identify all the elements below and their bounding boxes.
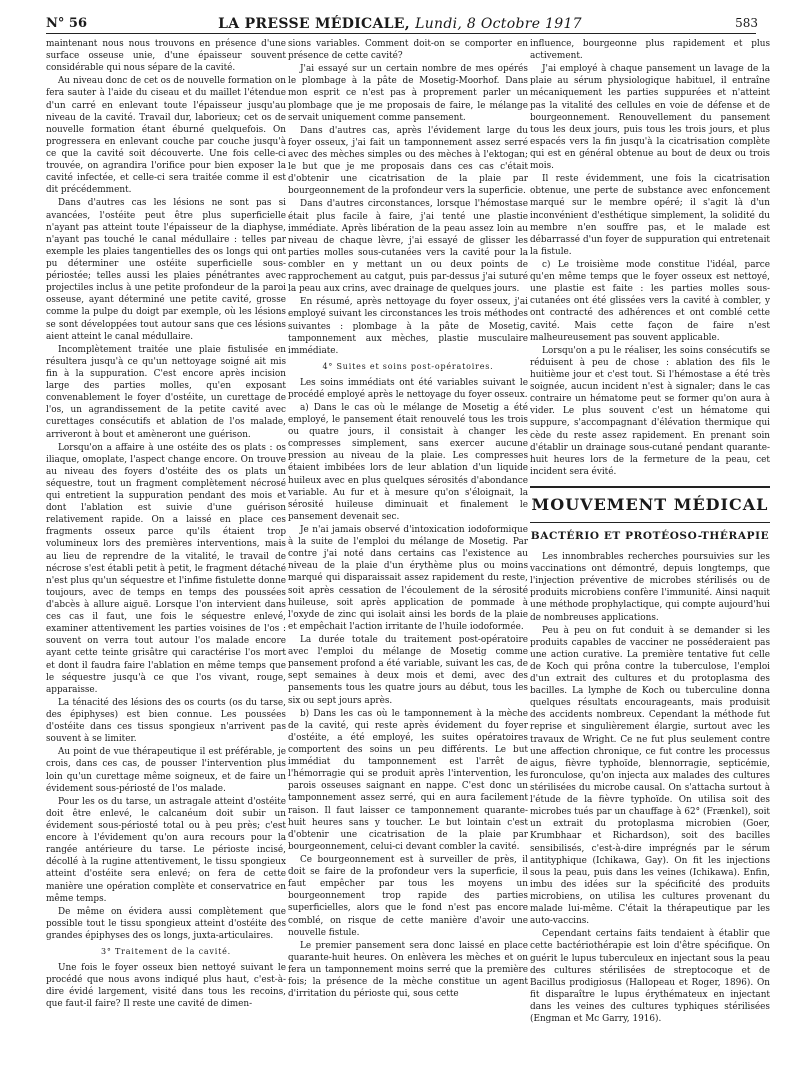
header-rule xyxy=(46,33,756,34)
page-header xyxy=(40,12,760,34)
issue-number: N° 56 xyxy=(46,16,87,31)
paragraph: Dans d'autres cas les lésions ne sont pas si avancées, l'ostéite peut être plus superficielle n'ayant pas atteint toute l'épaisseur de la diaphyse, n'ayant pas touché le canal médullaire : telles par exemple les plaies tangentielles des os longs qui ont pu déterminer une ostéite superficielle sous-périostée; telles aussi les plaies pénétrantes avec projectiles inclus à une petite profondeur de la paroi osseuse, ayant déterminé une petite cavité, grosse comme la pulpe du doigt par exemple, où les lésions se sont développées tout autour sans que ces lésions aient atteint le canal médullaire. xyxy=(46,198,286,342)
paragraph: sions variables. Comment doit-on se comporter en présence de cette cavité? xyxy=(288,39,528,62)
title-underline xyxy=(530,522,770,523)
paragraph: Dans d'autres cas, après l'évidement large du foyer osseux, j'ai fait un tamponnement assez serré avec des mèches simples ou des mèches à l'ektogan; le but que je me proposais dans ces cas c'était d'obtenir une cicatrisation de la plaie par bourgeonnement de la profondeur vers la superficie. xyxy=(288,125,528,197)
paragraph: Cependant certains faits tendaient à établir que cette bactériothérapie est loin d'être spécifique. On guérit le lupus tuberculeux en injectant sous la peau des cultures stérilisées de streptocoque et de Bacillus prodigiosus (Hallopeau et Roger, 1896). On fit disparaître le lupus érythémateux en injectant dans les veines des cultures typhiques stérilisées (Engman et Mc Garry, 1916). xyxy=(530,929,770,1025)
issue-date: Lundi, 8 Octobre 1917 xyxy=(415,16,582,32)
paragraph: La ténacité des lésions des os courts (os du tarse, des épiphyses) est bien connue. Les poussées d'ostéite dans ces tissus spongieux n'arrivent pas souvent à se limiter. xyxy=(46,697,286,745)
section-rule xyxy=(530,486,770,488)
paragraph: a) Dans le cas où le mélange de Mosetig a été employé, le pansement était renouvelé tous les trois ou quatre jours, il consistait à changer les compresses simplement, sans exercer aucune pression au niveau de la plaie. Les compresses étaient imbibées lors de leur ablation d'un liquide huileux avec en plus quelques sérosités d'abondance variable. Au fur et à mesure qu'on s'éloignait, la sérosité huileuse diminuait et finalement le pansement devenait sec. xyxy=(288,402,528,522)
paragraph: Dans d'autres circonstances, lorsque l'hémostase était plus facile à faire, j'ai tenté une plastie immédiate. Après libération de la peau assez loin au niveau de chaque lèvre, j'ai essayé de glisser les parties molles sous-cutanées vers la cavité pour la combler en y mettant un ou deux points de rapprochement au catgut, puis par-dessus j'ai suturé la peau aux crins, avec drainage de quelques jours. xyxy=(288,199,528,295)
paragraph: Il reste évidemment, une fois la cicatrisation obtenue, une perte de substance avec enfoncement marqué sur le membre opéré; il s'agit là d'un inconvénient d'esthétique simplement, la solidité du membre n'en souffre pas, et le malade est débarrassé d'un foyer de suppuration qui entretenait la fistule. xyxy=(530,174,770,257)
paragraph: De même on évidera aussi complètement que possible tout le tissu spongieux atteint d'ostéite des grandes épiphyses des os longs, juxta-articulaires. xyxy=(46,906,286,941)
article-title: BACTÉRIO ET PROTÉOSO-THÉRAPIE xyxy=(530,529,770,542)
paragraph: Je n'ai jamais observé d'intoxication iodoformique à la suite de l'emploi du mélange de Mosetig. Par contre j'ai noté dans certains cas l'existence au niveau de la plaie d'un érythème plus ou moins marqué qui disparaissait assez rapidement du reste, soit après cessation de l'écoulement de la sérosité huileuse, soit après application de pommade à l'oxyde de zinc qui isolait ainsi les bords de la plaie et empêchait l'action irritante de l'huile iodoformée. xyxy=(288,525,528,632)
column-left xyxy=(46,38,286,1076)
journal-masthead xyxy=(40,16,760,32)
paragraph: Le premier pansement sera donc laissé en place quarante-huit heures. On enlèvera les mèches et on fera un tamponnement moins serré que la première fois; la présence de la mèche constitue un agent d'irritation du périoste qui, sous cette xyxy=(288,940,528,1000)
section-title: MOUVEMENT MÉDICAL xyxy=(531,494,769,514)
paragraph: Les innombrables recherches poursuivies sur les vaccinations ont démontré, depuis longtemps, que l'injection préventive de microbes stérilisés ou de produits microbiens confère l'immunité. Ainsi naquit une méthode prophylactique, qui compte aujourd'hui de nombreuses applications. xyxy=(530,551,770,623)
paragraph: Au point de vue thérapeutique il est préférable, je crois, dans ces cas, de pousser l'intervention plus loin qu'un curettage même soigneux, et de faire un évidement sous-périosté de l'os malade. xyxy=(46,747,286,794)
paragraph: influence, bourgeonne plus rapidement et plus activement. xyxy=(530,39,770,62)
paragraph: c) Le troisième mode constitue l'idéal, parce qu'en même temps que le foyer osseux est nettoyé, une plastie est faite : les parties molles sous-cutanées ont été glissées vers la cavité à combler, y ont contracté des adhérences et ont comblé cette cavité. Mais cette façon de faire n'est malheureusement pas souvent applicable. xyxy=(530,259,770,343)
column-middle xyxy=(288,38,528,1076)
subsection-heading: 4° Suites et soins post-opératoires. xyxy=(322,361,494,371)
paragraph: Pour les os du tarse, un astragale atteint d'ostéite doit être enlevé, le calcanéum doit subir un évidement sous-périosté total ou à peu près; c'est encore à l'évidement qu'on aura recours pour la rangée antérieure du tarse. Le périoste incisé, décollé à la rugine attentivement, le tissu spongieux atteint d'ostéite sera enlevé; on fera de cette manière une opération complète et conservatrice en même temps. xyxy=(46,796,286,904)
paragraph: En résumé, après nettoyage du foyer osseux, j'ai employé suivant les circonstances les trois méthodes suivantes : plombage à la pâte de Mosetig, tamponnement aux mèches, plastie musculaire immédiate. xyxy=(288,297,528,356)
paragraph: Les soins immédiats ont été variables suivant le procédé employé après le nettoyage du foyer osseux. xyxy=(288,377,528,400)
paragraph: Lorsqu'on a pu le réaliser, les soins consécutifs se réduisent à peu de chose : ablation des fils le huitième jour et c'est tout. Si l'hémostase a été très soignée, aucun incident n'est à signaler; dans le cas contraire un hématome peut se former qu'on aura à vider. Le plus souvent c'est un hématome qui suppure, s'accompagnant d'élévation thermique qui cède du reste assez rapidement. En prenant soin d'établir un drainage sous-cutané pendant quarante-huit heures lors de la fermeture de la peau, cet incident sera évité. xyxy=(530,345,770,477)
journal-title: LA PRESSE MÉDICALE, xyxy=(218,16,410,32)
paragraph: b) Dans les cas où le tamponnement à la mèche de la cavité, qui reste après évidement du foyer d'ostéite, a été employé, les suites opératoires comportent des soins un peu différents. Le but immédiat du tamponnement est l'arrêt de l'hémorragie qui se produit après l'intervention, les parois osseuses saignant en nappe. C'est donc un tamponnement assez serré, qui en aura facilement raison. Il faut laisser ce tamponnement quarante-huit heures sans y toucher. Le but lointain c'est d'obtenir une cicatrisation de la plaie par bourgeonnement, celui-ci devant combler la cavité. xyxy=(288,708,528,852)
paragraph: Lorsqu'on a affaire à une ostéite des os plats : os iliaque, omoplate, l'aspect change encore. On trouve au niveau des foyers d'ostéite des os plats un séquestre, tout un fragment complètement nécrosé qui entretient la suppuration pendant des mois et dont l'ablation est suivie d'une guérison relativement rapide. On a laissé en place ces fragments osseux parce qu'ils étaient trop volumineux lors des premières interventions, mais au lieu de reprendre de la vitalité, le travail de nécrose s'est établi petit à petit, le fragment détaché n'est plus qu'un séquestre et l'infime fistulette donne toujours, avec de temps en temps des poussées d'abcès à allure aiguë. Lorsque l'on intervient dans ces cas il faut, une fois le séquestre enlevé, examiner attentivement les parties voisines de l'os : souvent on verra tout autour l'os malade encore ayant cette teinte grisâtre qui caractérise l'os mort et dont il faudra faire l'ablation en même temps que le séquestre jusqu'à ce que l'os vivant, rouge, apparaisse. xyxy=(46,442,286,695)
subsection-heading: 3° Traitement de la cavité. xyxy=(101,947,231,957)
page-number: 583 xyxy=(735,16,758,30)
paragraph: J'ai employé à chaque pansement un lavage de la plaie au sérum physiologique habituel, il entraîne mécaniquement les parties suppurées et n'atteint pas la vitalité des cellules en voie de défense et de bourgeonnement. Renouvellement du pansement tous les deux jours, puis tous les trois jours, et plus espacés vers la fin jusqu'à la cicatrisation complète qui est en général obtenue au bout de deux ou trois mois. xyxy=(530,64,770,172)
paragraph: La durée totale du traitement post-opératoire avec l'emploi du mélange de Mosetig comme pansement profond a été variable, suivant les cas, de sept semaines à deux mois et demi, avec des pansements tous les quatre jours au début, tous les six ou sept jours après. xyxy=(288,635,528,706)
column-right xyxy=(530,38,770,1076)
paragraph: J'ai essayé sur un certain nombre de mes opérés le plombage à la pâte de Mosetig-Moorhof. Dans mon esprit ce n'est pas à proprement parler un plombage que je me proposais de faire, le mélange servait uniquement comme pansement. xyxy=(288,64,528,123)
paragraph: Peu à peu on fut conduit à se demander si les produits capables de vacciner ne posséderaient pas une action curative. La première tentative fut celle de Koch qui prôna contre la tuberculose, l'emploi d'un extrait des cultures et du protoplasma des bacilles. La lymphe de Koch ou tuberculine donna quelques résultats encourageants, mais produisit des accidents nombreux. Cependant la méthode fut reprise et singulièrement élargie, surtout avec les travaux de Wright. Ce ne fut plus seulement contre une affection chronique, ce fut contre les processus aigus, fièvre typhoïde, blennorragie, septicémie, furonculose, qu'on injecta aux malades des cultures stérilisées du microbe causal. On s'attacha surtout à l'étude de la fièvre typhoïde. On utilisa soit des microbes tués par un chauffage à 62° (Frænkel), soit un extrait du protoplasma microbien (Goer, Krumbhaar et Richardson), soit des bacilles sensibilisés, c'est-à-dire imprégnés par le sérum antityphique (Ichikawa, Gay). On fit les injections sous la peau, puis dans les veines (Ichikawa). Enfin, imbu des idées sur la spécificité des produits microbiens, on utilisa les cultures provenant du malade lui-même. C'était la thérapeutique par les auto-vaccins. xyxy=(530,625,770,927)
paragraph: Incomplètement traitée une plaie fistulisée en résultera jusqu'à ce qu'un nettoyage soigné ait mis fin à la suppuration. C'est encore après incision large des parties molles, qu'en exposant convenablement le foyer d'ostéite, un curettage de l'os, un agrandissement de la petite cavité avec curettages consécutifs et ablation de l'os malade, arriveront à bout et amèneront une guérison. xyxy=(46,344,286,440)
paragraph: Au niveau donc de cet os de nouvelle formation on fera sauter à l'aide du ciseau et du maillet l'étendue d'un carré en enlevant toute l'épaisseur jusqu'au niveau de la cavité. Travail dur, laborieux; cet os de nouvelle formation étant éburné quelquefois. On progressera en enlevant couche par couche jusqu'à ce que la cavité soit découverte. Une fois celle-ci trouvée, on agrandira l'orifice pour bien exposer la cavité infectée, et celle-ci sera traitée comme il est dit précédemment. xyxy=(46,76,286,196)
paragraph: maintenant nous nous trouvons en présence d'une surface osseuse unie, d'une épaisseur souvent considérable qui nous sépare de la cavité. xyxy=(46,39,286,74)
paragraph: Une fois le foyer osseux bien nettoyé suivant le procédé que nous avons indiqué plus haut, c'est-à-dire évidé largement, visité dans tous les recoins, que faut-il faire? Il reste une cavité de dimen- xyxy=(46,962,286,1010)
paragraph: Ce bourgeonnement est à surveiller de près, il doit se faire de la profondeur vers la superficie, il faut empêcher par tous les moyens un bourgeonnement trop rapide des parties superficielles, alors que le fond n'est pas encore comblé, on risque de cette manière d'avoir une nouvelle fistule. xyxy=(288,854,528,938)
